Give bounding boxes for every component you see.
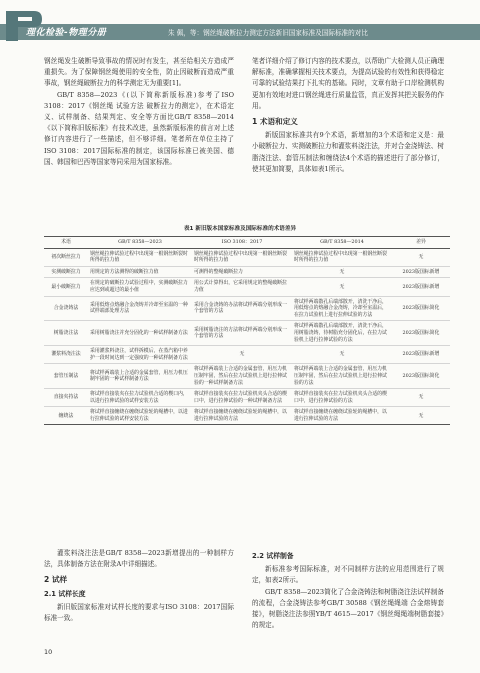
table-cell: 2023版国标新增 — [392, 278, 450, 296]
table-row — [44, 407, 450, 425]
table-cell: 用规定的方法测得的破断拉力值 — [88, 266, 192, 278]
left-paragraph-1: 钢丝绳发生破断导致事故的情况时有发生，甚至给相关方造成严重损失。为了保障钢丝绳使用的安全性，防止因破断而造成严重事故，钢丝绳破断拉力的科学测定无为重要[1]。 — [44, 57, 234, 88]
right-column — [252, 56, 444, 175]
term-cell: 初次断丝拉力 — [44, 248, 88, 266]
term-cell: 合金浇铸法 — [44, 296, 88, 321]
column-header: GB/T 8358—2023 — [88, 237, 192, 249]
bottom-left-paragraph-1: 灌浆料浇注法是GB/T 8358—2023新增提出的一种制样方法，具体制备方法在附录A中详细描述。 — [44, 549, 234, 569]
table-row — [44, 364, 450, 389]
term-cell: 最小破断拉力 — [44, 278, 88, 296]
table-header-row — [44, 237, 450, 249]
table-row — [44, 321, 450, 346]
term-cell: 树脂浇注法 — [44, 321, 88, 346]
section-heading-1: 1 术语和定义 — [252, 117, 298, 127]
table-cell: 将试样直接装夹在拉力试验机夹头合适的楔口中，进行拉伸试验的方法 — [292, 389, 392, 407]
term-cell: 直接夹持法 — [44, 389, 88, 407]
table-cell: 钢丝绳拉伸试验过程中出现第一根钢丝断裂时所得的拉力值 — [88, 248, 192, 266]
table-cell: 无 — [292, 278, 392, 296]
right-paragraph-2: 新版国家标准共有9个术语，新增加的3个术语和定义是：最小破断拉力、实测破断拉力和灌浆料浇注法，并对合金浇铸法、树脂浇注法、套管压制法和缠绕法4个术语的描述进行了部分修订，使其更加简要，具体如表1所示。 — [252, 131, 444, 173]
table-cell: 钢丝绳拉伸试验过程中出现第一根钢丝断裂时所得的拉力值 — [192, 248, 292, 266]
left-paragraph-2: GB/T 8358—2023《(以下简称新版标准)参考了ISO 3108：2017《钢丝绳 试验方法 破断拉力的测定》，在术语定义、试样制备、结果判定、安全等方面比GB/T 8358—2014《以下简称旧版标准》有技术改进，虽然新版标准的前言对上述修订内容进行了一些描述，但不够详细。笔者所在单位主持了ISO 3108：2017国际标准的制定，该国际标准已被美国、德国、韩国和巴西等国家等同采用为国家标准。 — [44, 90, 234, 166]
table-cell: 2023版国标简化 — [392, 364, 450, 389]
bottom-left-paragraph-2: 新旧版国家标准对试样长度的要求与ISO 3108：2017国际标准一致。 — [44, 602, 234, 623]
bottom-right-column — [252, 548, 444, 631]
table-cell: 将试样两端散孔后端部散开，清洗干净后，用低熔点的熔融合金浇铸，冷却至室温后，在拉力试验机上进行拉伸试验的方法 — [292, 296, 392, 321]
table-cell: 将试样直接缠绕在缠绕试验轮的绳槽中，以进行拉伸试验的试样安装方法 — [88, 407, 192, 425]
terms-comparison-table — [44, 236, 450, 425]
table-cell: 无 — [392, 248, 450, 266]
table-cell: 无 — [392, 407, 450, 425]
table-cell: 用公式计算得出，它采用规定的整绳破断拉力值 — [192, 278, 292, 296]
table-row — [44, 296, 450, 321]
table-cell: 采用低熔点熔融合金浇铸并冷却至室温的一种试样端部处理方法 — [88, 296, 192, 321]
page-header — [0, 0, 480, 48]
table-cell: 将试样两端装上合适的金属套管，用压力机压制牢固，然后在拉力试验机上进行拉伸试验的一种试样制备方法 — [192, 364, 292, 389]
bottom-right-paragraph-2: GB/T 8358—2023简化了合金浇铸法和树脂浇注法试样制备的流程，合金浇铸法参考GB/T 30588《钢丝绳绳端 合金熔铸套接》，树脂浇注法参照YB/T 4615—2017《钢丝绳绳端树脂套接》的规定。 — [252, 587, 444, 630]
page-number: 10 — [44, 648, 53, 656]
table-cell: 无 — [292, 346, 392, 364]
table-cell: 将试样两端散孔后端部散开，清洗干净后，用树脂浇铸，待树脂充分固化后，在拉力试验机上进行拉伸试验的方法 — [292, 321, 392, 346]
left-column — [44, 56, 234, 168]
table-cell: 钢丝绳拉伸试验过程中出现第一根钢丝断裂时所得的拉力值 — [292, 248, 392, 266]
table-cell: 将试样直接缠绕在缠绕试验轮的绳槽中，以进行拉伸试验的方法 — [192, 407, 292, 425]
bottom-left-column — [44, 548, 234, 624]
column-header: ISO 3108：2017 — [192, 237, 292, 249]
table-cell: 2023版国标简化 — [392, 296, 450, 321]
table-cell: 无 — [392, 389, 450, 407]
section-name: 理化检验-物理分册 — [26, 28, 107, 38]
table-cell: 将试样两端装上合适的金属套管，用压力机压制牢固，然后在拉力试验机上进行拉伸试验的方法 — [292, 364, 392, 389]
table-cell: 在规定的破断拉力试验过程中，实测破断拉力应达到或超过的最小值 — [88, 278, 192, 296]
column-header: 术语 — [44, 237, 88, 249]
table-cell: 2023版国标新增 — [392, 266, 450, 278]
table-row — [44, 346, 450, 364]
table-cell: 将试样直接缠绕在缠绕试验轮的绳槽中，以进行拉伸试验的方法 — [292, 407, 392, 425]
term-cell: 缠绕法 — [44, 407, 88, 425]
table-cell: 2023版国标简化 — [392, 321, 450, 346]
table-cell: 将试样两端装上合适的金属套管，用压力机压制牢固的一种试样制备方法 — [88, 364, 192, 389]
subsection-heading-2-2: 2.2 试样制备 — [252, 552, 294, 560]
running-title: 朱 佩，等：钢丝绳破断拉力测定方法新旧国家标准及国际标准的对比 — [168, 29, 368, 37]
right-paragraph-1: 笔者详细介绍了修订内容的技术要点，以帮助广大检测人员正确理解标准，准确掌握相关技术要点，为提高试验的有效性和获得稳定可靠的试验结果打下扎实的基础。同时，文章有助于口岸检测机构更加有效地对进口钢丝绳进行质量监管，真正发挥其把关服务的作用。 — [252, 57, 444, 110]
table-cell: 采用树脂浇注的方法将试样两端分别形成一个套管的方法 — [192, 321, 292, 346]
table-cell: 无 — [192, 346, 292, 364]
table-row — [44, 389, 450, 407]
subsection-heading-2-1: 2.1 试样长度 — [44, 589, 86, 598]
section-heading-2: 2 试样 — [44, 575, 68, 585]
table-row — [44, 266, 450, 278]
table-row — [44, 248, 450, 266]
table-cell: 将试样直接装夹在拉力试验机合适的楔口内，以进行拉伸试验的试样安装方法 — [88, 389, 192, 407]
table-cell: 采用树脂浇注并充分固化的一种试样制备方法 — [88, 321, 192, 346]
table-cell: 可测得的整绳破断拉力 — [192, 266, 292, 278]
bottom-right-paragraph-1: 新标准参考国际标准，对不同制样方法的应用范围进行了规定，如表2所示。 — [252, 565, 444, 585]
table-cell: 采用合金浇铸的办法将试样两端分别形成一个套管的方法 — [192, 296, 292, 321]
table-row — [44, 278, 450, 296]
term-cell: 套管压制法 — [44, 364, 88, 389]
table-cell: 将试样直接装夹在拉力试验机夹头合适的楔口中，进行拉伸试验的一种试样制备方法 — [192, 389, 292, 407]
table-caption: 表1 新旧版本国家标准及国际标准的术语差异 — [183, 226, 297, 232]
column-header: GB/T 8358—2014 — [292, 237, 392, 249]
term-cell: 实测破断拉力 — [44, 266, 88, 278]
term-cell: 灌浆料浇注法 — [44, 346, 88, 364]
table-cell: 2023版国标新增 — [392, 346, 450, 364]
column-header: 差异 — [392, 237, 450, 249]
table-cell: 采用灌浆料浇注，试样拆模后，在蒸汽箱中养护一段时间达到一定强度的一种试样制备方法 — [88, 346, 192, 364]
table-cell: 无 — [292, 266, 392, 278]
